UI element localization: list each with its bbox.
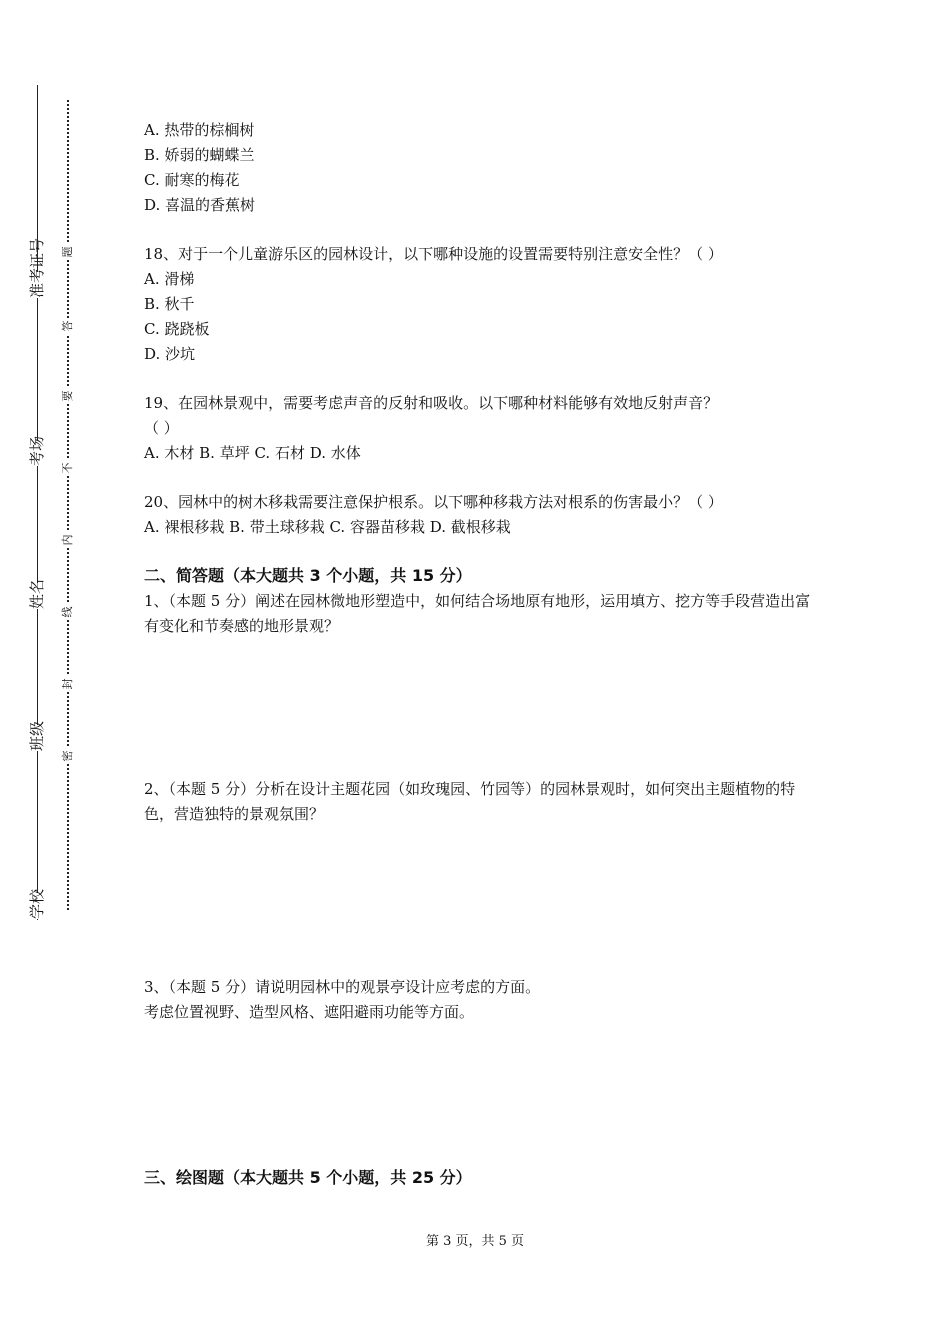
class-label: 班级 — [24, 725, 50, 751]
exam-content — [144, 118, 824, 1191]
section2-q2: 2、（本题 5 分）分析在设计主题花园（如玫瑰园、竹园等）的园林景观时，如何突出主题植物的特色，营造独特的景观氛围？ — [144, 780, 796, 823]
answer-space — [144, 639, 824, 777]
q18-option-c: C. 跷跷板 — [144, 320, 210, 338]
q19-stem: 19、在园林景观中，需要考虑声音的反射和吸收。以下哪种材料能够有效地反射声音？ — [144, 394, 719, 412]
q20-options: A. 裸根移栽 B. 带土球移栽 C. 容器苗移栽 D. 截根移栽 — [144, 518, 511, 536]
q19-stem-bracket: （ ） — [144, 419, 179, 437]
seal-char: 题 — [60, 244, 76, 260]
q17-option-d: D. 喜温的香蕉树 — [144, 196, 256, 214]
exam-room-label: 考场 — [24, 440, 50, 466]
section3-title: 三、绘图题（本大题共 5 个小题，共 25 分） — [144, 1168, 472, 1187]
seal-char: 要 — [60, 388, 76, 404]
seal-char: 封 — [60, 676, 76, 692]
section2-title: 二、简答题（本大题共 3 个小题，共 15 分） — [144, 566, 472, 585]
binding-margin — [0, 0, 110, 1344]
binding-dotted-line — [67, 100, 69, 910]
binding-solid-line — [37, 85, 38, 920]
exam-number-label: 准考证号 — [24, 272, 50, 298]
q17-option-c: C. 耐寒的梅花 — [144, 171, 240, 189]
q17-option-a: A. 热带的棕榈树 — [144, 121, 255, 139]
section2-q3-answer: 考虑位置视野、造型风格、遮阳避雨功能等方面。 — [144, 1003, 475, 1021]
q19-options: A. 木材 B. 草坪 C. 石材 D. 水体 — [144, 444, 361, 462]
page-footer: 第 3 页，共 5 页 — [425, 1234, 525, 1249]
seal-char: 线 — [60, 604, 76, 620]
seal-char: 答 — [60, 318, 76, 334]
answer-space — [144, 1025, 824, 1165]
q18-stem: 18、对于一个儿童游乐区的园林设计，以下哪种设施的设置需要特别注意安全性？（ ） — [144, 245, 723, 263]
seal-char: 内 — [60, 532, 76, 548]
answer-space — [144, 827, 824, 975]
q18-option-b: B. 秋千 — [144, 295, 195, 313]
seal-char: 密 — [60, 748, 76, 764]
q18-option-d: D. 沙坑 — [144, 345, 196, 363]
name-label: 姓名 — [24, 583, 50, 609]
q17-option-b: B. 娇弱的蝴蝶兰 — [144, 146, 255, 164]
q18-option-a: A. 滑梯 — [144, 270, 195, 288]
q20-stem: 20、园林中的树木移栽需要注意保护根系。以下哪种移栽方法对根系的伤害最小？（ ） — [144, 493, 723, 511]
section2-q1: 1、（本题 5 分）阐述在园林微地形塑造中，如何结合场地原有地形，运用填方、挖方等手段营造出富有变化和节奏感的地形景观？ — [144, 592, 811, 635]
seal-char: 不 — [60, 460, 76, 476]
section2-q3: 3、（本题 5 分）请说明园林中的观景亭设计应考虑的方面。 — [144, 978, 541, 996]
school-label: 学校 — [24, 893, 50, 919]
